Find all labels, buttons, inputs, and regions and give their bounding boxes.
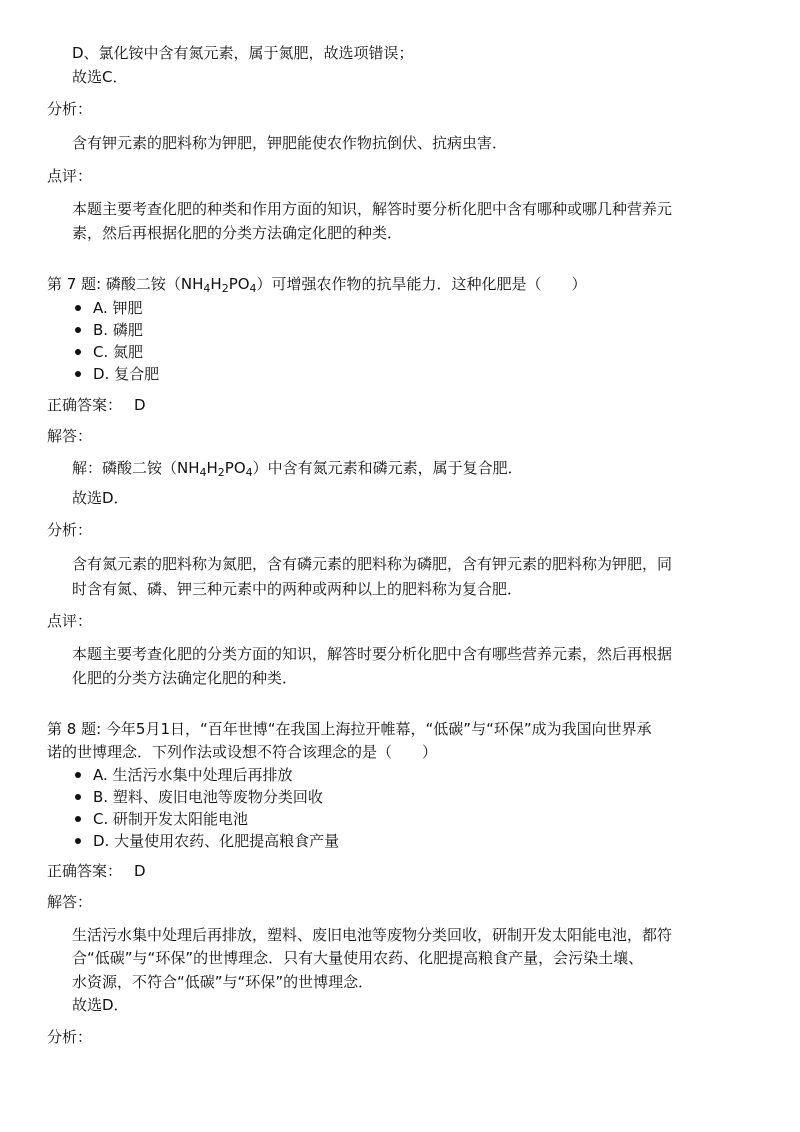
q7-sol-sub-1: 4 [199, 466, 207, 479]
prev-comment-label: 点评： [47, 167, 93, 185]
bullet-icon [75, 794, 81, 800]
q7-comment-line-2: 化肥的分类方法确定化肥的种类． [72, 669, 298, 687]
q8-conclusion: 故选D． [72, 996, 129, 1014]
q8-solution-line-1: 生活污水集中处理后再排放，塑料、废旧电池等废物分类回收，研制开发太阳能电池，都符 [72, 926, 673, 944]
q7-analysis-label: 分析： [47, 521, 93, 539]
q7-sol-sub-2: 2 [217, 466, 225, 479]
q7-option-d: D. 复合肥 [93, 365, 160, 383]
prev-analysis-label: 分析： [47, 100, 93, 118]
q7-comment-line-1: 本题主要考查化肥的分类方面的知识，解答时要分析化肥中含有哪些营养元素，然后再根据 [72, 645, 673, 663]
q7-sol-suffix: ）中含有氮元素和磷元素，属于复合肥． [252, 459, 523, 477]
q8-option-c: C. 研制开发太阳能电池 [93, 810, 249, 828]
bullet-icon [75, 305, 81, 311]
bullet-icon [75, 349, 81, 355]
q7-solution-text [72, 457, 523, 479]
q7-answer-value: D [134, 396, 146, 414]
q7-analysis-line-2: 时含有氮、磷、钾三种元素中的两种或两种以上的肥料称为复合肥． [72, 580, 523, 598]
prev-analysis-text: 含有钾元素的肥料称为钾肥，钾肥能使农作物抗倒伏、抗病虫害． [72, 134, 508, 152]
bullet-icon [75, 327, 81, 333]
q7-stem-suffix: ）可增强农作物的抗旱能力．这种化肥是（ ） [256, 275, 587, 293]
bullet-icon [75, 838, 81, 844]
q8-solution-line-2: 合“低碳”与“环保”的世博理念．只有大量使用农药、化肥提高粮食产量，会污染土壤、 [72, 949, 644, 967]
bullet-icon [75, 772, 81, 778]
q7-sub-3: 4 [249, 282, 257, 295]
q7-stem-po: PO [228, 275, 250, 293]
bullet-icon [75, 816, 81, 822]
q7-option-a: A. 钾肥 [93, 299, 143, 317]
prev-option-d-explanation: D、氯化铵中含有氮元素，属于氮肥，故选项错误； [72, 44, 414, 62]
q7-option-c: C. 氮肥 [93, 343, 144, 361]
q7-option-b: B. 磷肥 [93, 321, 143, 339]
q7-sol-h: H [206, 459, 218, 477]
q7-conclusion: 故选D． [72, 489, 129, 507]
q7-sol-prefix: 解：磷酸二铵（NH [72, 459, 200, 477]
q8-answer [47, 860, 146, 882]
q7-sol-po: PO [224, 459, 246, 477]
q7-solution-label: 解答： [47, 427, 93, 445]
q8-answer-label: 正确答案： [47, 862, 123, 880]
bullet-icon [75, 371, 81, 377]
prev-comment-line-1: 本题主要考查化肥的种类和作用方面的知识，解答时要分析化肥中含有哪种或哪几种营养元 [72, 200, 673, 218]
question-8-stem-line-2: 诺的世博理念．下列作法或设想不符合该理念的是（ ） [47, 743, 438, 761]
q8-option-d: D. 大量使用农药、化肥提高粮食产量 [93, 832, 340, 850]
q8-option-b: B. 塑料、废旧电池等废物分类回收 [93, 788, 323, 806]
q7-analysis-line-1: 含有氮元素的肥料称为氮肥，含有磷元素的肥料称为磷肥，含有钾元素的肥料称为钾肥，同 [72, 555, 673, 573]
q7-sub-1: 4 [203, 282, 211, 295]
q7-sub-2: 2 [221, 282, 229, 295]
q8-solution-line-3: 水资源，不符合“低碳”与“环保”的世博理念． [72, 973, 374, 991]
prev-comment-line-2: 素，然后再根据化肥的分类方法确定化肥的种类． [72, 224, 403, 242]
q7-answer [47, 394, 146, 416]
question-7-stem [47, 273, 587, 295]
q7-stem-prefix: 第 7 题: 磷酸二铵（NH [47, 275, 204, 293]
q8-option-a: A. 生活污水集中处理后再排放 [93, 766, 293, 784]
q7-sol-sub-3: 4 [245, 466, 253, 479]
prev-conclusion: 故选C． [72, 68, 128, 86]
q8-solution-label: 解答： [47, 893, 93, 911]
q8-answer-value: D [134, 862, 146, 880]
q8-analysis-label: 分析： [47, 1028, 93, 1046]
q7-answer-label: 正确答案： [47, 396, 123, 414]
question-8-stem-line-1: 第 8 题: 今年5月1日，“百年世博“在我国上海拉开帷幕，“低碳”与“环保”成为我国向世界承 [47, 720, 652, 738]
q7-stem-h: H [210, 275, 222, 293]
q7-comment-label: 点评： [47, 612, 93, 630]
